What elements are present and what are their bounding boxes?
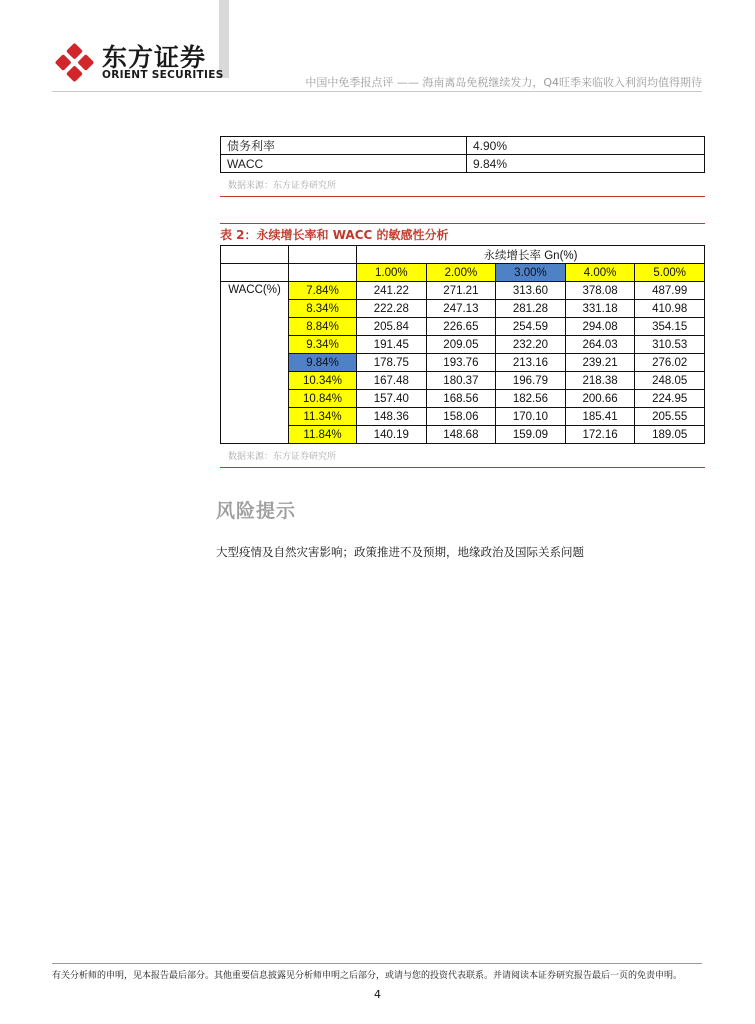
table-row [221, 408, 705, 426]
table-cell-label: 债务利率 [221, 137, 467, 155]
table-cell: 226.65 [426, 318, 496, 336]
table-cell: 157.40 [357, 390, 427, 408]
table-cell: 205.55 [635, 408, 705, 426]
gn-header-cell: 1.00% [357, 264, 427, 282]
table-cell: 294.08 [565, 318, 635, 336]
table-row [221, 318, 705, 336]
table-cell: 191.45 [357, 336, 427, 354]
table-row [221, 137, 705, 155]
gn-header-cell: 5.00% [635, 264, 705, 282]
table-cell: 281.28 [496, 300, 566, 318]
table-header-row [221, 264, 705, 282]
table-cell: 178.75 [357, 354, 427, 372]
table2-top-rule [220, 223, 705, 224]
table-cell: 205.84 [357, 318, 427, 336]
table-cell: 254.59 [496, 318, 566, 336]
brand-name-cn: 东方证券 [102, 43, 207, 72]
gn-header-cell-base: 3.00% [496, 264, 566, 282]
table-cell: 167.48 [357, 372, 427, 390]
table-cell: 487.99 [635, 282, 705, 300]
table1-end-rule [220, 196, 705, 197]
wacc-row-header: 11.84% [289, 426, 357, 444]
table-cell: 213.16 [496, 354, 566, 372]
table-cell: 185.41 [565, 408, 635, 426]
table-cell: 232.20 [496, 336, 566, 354]
table-cell: 140.19 [357, 426, 427, 444]
empty-corner-cell [289, 264, 357, 282]
table-row [221, 155, 705, 173]
table-cell-label: WACC [221, 155, 467, 173]
table-cell: 159.09 [496, 426, 566, 444]
table-cell: 378.08 [565, 282, 635, 300]
table-header-row [221, 246, 705, 264]
table-cell: 313.60 [496, 282, 566, 300]
table-cell: 271.21 [426, 282, 496, 300]
wacc-row-header-base: 9.84% [289, 354, 357, 372]
table-cell: 168.56 [426, 390, 496, 408]
table-cell: 331.18 [565, 300, 635, 318]
empty-corner-cell [289, 246, 357, 264]
header-decor-bar [219, 0, 229, 78]
table-cell: 193.76 [426, 354, 496, 372]
table-cell: 354.15 [635, 318, 705, 336]
table-cell: 196.79 [496, 372, 566, 390]
table-cell: 200.66 [565, 390, 635, 408]
table-cell: 410.98 [635, 300, 705, 318]
wacc-row-header: 8.34% [289, 300, 357, 318]
gn-header-cell: 4.00% [565, 264, 635, 282]
table-cell: 170.10 [496, 408, 566, 426]
table-cell: 247.13 [426, 300, 496, 318]
wacc-row-header: 11.34% [289, 408, 357, 426]
report-title: 中国中免季报点评 —— 海南离岛免税继续发力，Q4旺季来临收入利润均值得期待 [305, 76, 702, 89]
wacc-row-header: 10.34% [289, 372, 357, 390]
table-cell: 276.02 [635, 354, 705, 372]
table-cell-value: 4.90% [467, 137, 705, 155]
table-row [221, 426, 705, 444]
table-cell: 264.03 [565, 336, 635, 354]
table-cell: 148.68 [426, 426, 496, 444]
table-row [221, 300, 705, 318]
table1-source: 数据来源：东方证券研究所 [228, 181, 337, 191]
table-cell: 222.28 [357, 300, 427, 318]
sensitivity-table [220, 245, 705, 444]
footer-divider [52, 963, 702, 964]
wacc-row-header: 7.84% [289, 282, 357, 300]
orient-securities-logo-icon [52, 40, 97, 85]
table-cell: 310.53 [635, 336, 705, 354]
table-cell: 224.95 [635, 390, 705, 408]
gn-header-cell: 2.00% [426, 264, 496, 282]
wacc-row-header: 10.84% [289, 390, 357, 408]
table-row [221, 282, 705, 300]
table-cell: 239.21 [565, 354, 635, 372]
table-cell: 241.22 [357, 282, 427, 300]
table-cell-value: 9.84% [467, 155, 705, 173]
table-row [221, 390, 705, 408]
table2-source: 数据来源：东方证券研究所 [228, 452, 337, 462]
footer-disclaimer: 有关分析师的申明，见本报告最后部分。其他重要信息披露见分析师申明之后部分，或请与您的投资代表联系。并请阅读本证券研究报告最后一页的免责申明。 [52, 971, 683, 981]
table-cell: 180.37 [426, 372, 496, 390]
gn-group-header: 永续增长率 Gn(%) [357, 246, 705, 264]
table2-end-rule [220, 467, 705, 468]
table-cell: 248.05 [635, 372, 705, 390]
wacc-row-header: 9.34% [289, 336, 357, 354]
wacc-group-header: WACC(%) [221, 282, 289, 444]
table-cell: 172.16 [565, 426, 635, 444]
table-cell: 158.06 [426, 408, 496, 426]
table-row [221, 372, 705, 390]
table-cell: 189.05 [635, 426, 705, 444]
table-row [221, 336, 705, 354]
wacc-row-header: 8.84% [289, 318, 357, 336]
table-cell: 148.36 [357, 408, 427, 426]
header-divider [52, 91, 702, 92]
risk-section-body: 大型疫情及自然灾害影响；政策推进不及预期，地缘政治及国际关系问题 [216, 545, 584, 559]
risk-section-heading: 风险提示 [216, 500, 297, 522]
page-number: 4 [374, 988, 381, 1001]
table-row [221, 354, 705, 372]
empty-corner-cell [221, 246, 289, 264]
table-cell: 209.05 [426, 336, 496, 354]
table-cell: 182.56 [496, 390, 566, 408]
empty-corner-cell [221, 264, 289, 282]
table-cell: 218.38 [565, 372, 635, 390]
table2-title: 表 2：永续增长率和 WACC 的敏感性分析 [220, 228, 449, 242]
brand-name-en: ORIENT SECURITIES [102, 69, 224, 81]
wacc-assumptions-table [220, 136, 705, 173]
